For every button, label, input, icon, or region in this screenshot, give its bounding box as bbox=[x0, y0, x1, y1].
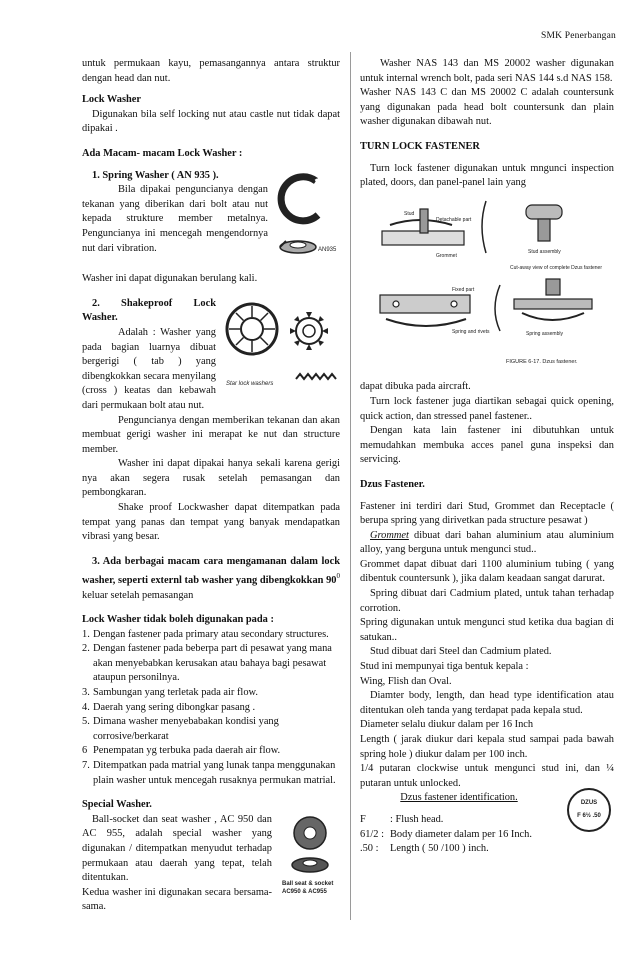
ball-socket-figure bbox=[280, 813, 340, 907]
item3-paragraph bbox=[82, 555, 340, 603]
list-item: 5. Dimana washer menyebabakan kondisi yang corrosive/berkarat bbox=[82, 716, 279, 742]
spring-washer-label: AN935 bbox=[318, 246, 337, 253]
grommet-text: dibuat dari bahan aluminium atau aluminium alloy, yang berguna untuk mengunci stud.. bbox=[360, 529, 614, 556]
shakeproof-text4: Shake proof Lockwasher dapat ditempatkan pada tempat yang panas dan tempat yang banyak mendapatkan vibrasi yang besar. bbox=[82, 502, 340, 543]
ball-socket-label2: AC950 & AC955 bbox=[282, 888, 327, 895]
spring-text: Spring dibuat dari Cadmium plated, untuk tahan terhadap corrotion. bbox=[360, 588, 614, 614]
star-washer-label: Star lock washers bbox=[226, 380, 274, 387]
lock-washer-types-title: Ada Macam- macam Lock Washer : bbox=[82, 147, 243, 159]
fig-label-stud-assembly: Stud assembly bbox=[528, 248, 561, 255]
star-washer-image bbox=[224, 297, 340, 401]
stud-heads-list: Wing, Flish dan Oval. bbox=[360, 675, 452, 687]
list-item: 6 Penempatan yg terbuka pada daerah air flow. bbox=[82, 745, 281, 757]
turn-lock-text3: Turn lock fastener juga diartikan sebagai quick opening, quick action, dan stressed panel fastener.. bbox=[360, 395, 614, 422]
stud-made-text: Stud dibuat dari Steel dan Cadmium plated. bbox=[370, 646, 552, 658]
list-item: 3. Sambungan yang terletak pada air flow. bbox=[82, 687, 258, 699]
shakeproof-text3: Washer ini dapat dipakai hanya sekali karena gerigi nya akan segera rusak setelah pemasangan dan pembongkaran. bbox=[82, 458, 340, 499]
right-column bbox=[360, 57, 614, 857]
special-washer-text2: Kedua washer ini digunakan secara bersama-sama. bbox=[82, 886, 272, 913]
lock-washer-text: Digunakan bila self locking nut atau castle nut tidak dapat dipakai . bbox=[82, 108, 340, 135]
special-washer-title: Special Washer. bbox=[82, 799, 152, 811]
fig-label-detachable: Detachable part bbox=[436, 216, 472, 223]
fig-label-grommet: Grommet bbox=[436, 252, 457, 259]
star-washer-figure bbox=[224, 297, 340, 407]
fig-label-spring: Spring and rivets bbox=[452, 328, 490, 335]
spring-washer-figure bbox=[276, 169, 340, 273]
fig-label-spring-assembly: Spring assembly bbox=[526, 330, 563, 337]
list-item: 1. Dengan fastener pada primary atau secondary structures. bbox=[82, 628, 329, 640]
fig-caption: FIGURE 6-17. Dzus fastener. bbox=[506, 358, 578, 365]
dzus-fastener-title: Dzus Fastener. bbox=[360, 478, 425, 490]
left-column bbox=[82, 57, 340, 915]
list-item: 7. Ditempatkan pada matrial yang lunak tanpa menggunakan plain washer untuk mencegah rusaknya permukan matrial. bbox=[82, 760, 336, 786]
spring-washer-section bbox=[82, 169, 340, 273]
special-washer-text: Ball-socket dan seat washer , AC 950 dan AC 955, adalah special washer yang digunakan / ditempatkan menyudut terhadap permukaan atau daerah yang tepat, telah ditentukan. bbox=[82, 813, 272, 884]
spring-washer-text2: Washer ini dapat digunakan berulang kali. bbox=[82, 273, 258, 285]
table-row: .50 : Length ( 50 /100 ) inch. bbox=[360, 843, 489, 855]
dzus-head-figure bbox=[564, 787, 614, 839]
table-row: F : Flush head. bbox=[360, 813, 444, 825]
dzus-head-text2: F 6½ .50 bbox=[577, 813, 601, 820]
dzus-text: Fastener ini terdiri dari Stud, Grommet dan Receptacle ( berupa spring yang dirivetkan pada structure pesawat ) bbox=[360, 500, 614, 527]
dzus-head-image bbox=[564, 787, 614, 833]
spring-washer-image bbox=[276, 169, 340, 267]
shakeproof-text: Adalah : Washer yang pada bagian luarnya dibuat bergerigi ( tab ) yang dibengkokkan secara menyilang (cross ) keatas dan kebawah dari permukaan bolt atau nut. bbox=[82, 326, 216, 411]
fig-label-fixed-part: Fixed part bbox=[452, 286, 475, 293]
item3-text-before: 3. Ada berbagai macam cara mengamanan dalam lock washer, seperti externl tab washer yang dibengkokkan 90 bbox=[82, 555, 340, 586]
list-item: 2. Dengan fastener pada beberpa part di pesawat yang mana akan menyebabkan kerusakan atau bahaya bagi pesawat ataupun personilnya. bbox=[82, 643, 332, 684]
tidak-boleh-list bbox=[82, 628, 340, 789]
identification-text: Diamter body, length, dan head type identification atau ditentukan oleh tanda yang terdapat pada kepala stud. bbox=[360, 690, 614, 716]
stud-heads-text: Stud ini mempunyai tiga bentuk kepala : bbox=[360, 661, 529, 673]
dzus-fastener-image bbox=[376, 195, 606, 373]
diameter-text: Diameter selalu diukur dalam per 16 Inch bbox=[360, 719, 534, 731]
ball-socket-image bbox=[280, 813, 340, 901]
ball-socket-label1: Ball seat & socket bbox=[282, 880, 334, 887]
list-item: 4. Daerah yang sering dibongkar pasang . bbox=[82, 701, 256, 713]
table-row: 61/2 : Body diameter dalam per 16 Inch. bbox=[360, 828, 532, 840]
fig-label-cutaway: Cut-away view of complete Dzus fastener bbox=[510, 264, 602, 271]
spring2-text: Spring digunakan untuk mengunci stud ketika dua bagian di satukan.. bbox=[360, 617, 614, 643]
grommet-word: Grommet bbox=[370, 529, 409, 541]
turn-lock-title: TURN LOCK FASTENER bbox=[360, 140, 480, 152]
lock-washer-title: Lock Washer bbox=[82, 94, 141, 106]
dzus-id-table bbox=[360, 813, 532, 857]
fig-label-stud: Stud bbox=[404, 210, 415, 217]
length-text: Length ( jarak diukur dari kepala stud sampai pada bawah spring hole ) diukur dalam per 100 inch. bbox=[360, 734, 614, 760]
grommet-paragraph bbox=[360, 529, 614, 558]
dzus-id-title: Dzus fastener identification. bbox=[400, 792, 518, 804]
page-header: SMK Penerbangan bbox=[540, 31, 616, 41]
spring-washer-title: 1. Spring Washer ( AN 935 ). bbox=[92, 169, 219, 181]
shakeproof-title: 2. Shakeproof Lock Washer. bbox=[82, 297, 216, 324]
shakeproof-text2: Penguncianya dengan memberikan tekanan dan akan membuat gerigi washer ini merapat ke nut dan structure member. bbox=[82, 414, 340, 455]
quarter-turn-text: 1/4 putaran clockwise untuk mengunci stud ini, dan ¼ putaran untuk unlocked. bbox=[360, 763, 614, 789]
tidak-boleh-title: Lock Washer tidak boleh digunakan pada : bbox=[82, 614, 274, 626]
nas-washer-text: Washer NAS 143 dan MS 20002 washer digunakan untuk internal wrench bolt, pada seri NAS 144 s.d NAS 158. bbox=[360, 58, 614, 84]
dzus-fastener-figure bbox=[376, 195, 614, 379]
column-divider bbox=[350, 52, 351, 920]
turn-lock-text2: dapat dibuka pada aircraft. bbox=[360, 381, 471, 393]
item3-text-after: keluar setelah pemasangan bbox=[82, 589, 194, 601]
intro-text: untuk permukaan kayu, pemasangannya antara struktur dengan head dan nut. bbox=[82, 58, 340, 84]
turn-lock-text: Turn lock fastener digunakan untuk mngunci inspection plated, doors, dan panel-panel lain yang bbox=[360, 162, 614, 189]
grommet2-text: Grommet dapat dibuat dari 1100 aluminium tubing ( yang dibentuk countersunk ), jika dalam keadaan sangat darurat. bbox=[360, 558, 614, 585]
shakeproof-section bbox=[82, 297, 340, 414]
nas-countersunk-text: Washer NAS 143 C dan MS 20002 C adalah countersunk yang digunakan pada head bolt countersunk dan plain washer digunakan dibawah nut. bbox=[360, 87, 614, 128]
dzus-id-section bbox=[360, 791, 614, 856]
dzus-head-text1: DZUS bbox=[580, 800, 598, 807]
spring-washer-text: Bila dipakai penguncianya dengan tekanan yang diberikan dari bolt atau nut kepada strukture member metalnya. Penguncianya ini mencegah mengendornya nut dari vibration. bbox=[82, 184, 268, 254]
special-washer-section bbox=[82, 813, 340, 915]
turn-lock-text4: Dengan kata lain fastener ini dibutuhkan untuk memudahkan membuka acces panel guna inspeksi dan servicing. bbox=[360, 425, 614, 466]
item3-superscript: 0 bbox=[336, 572, 340, 581]
